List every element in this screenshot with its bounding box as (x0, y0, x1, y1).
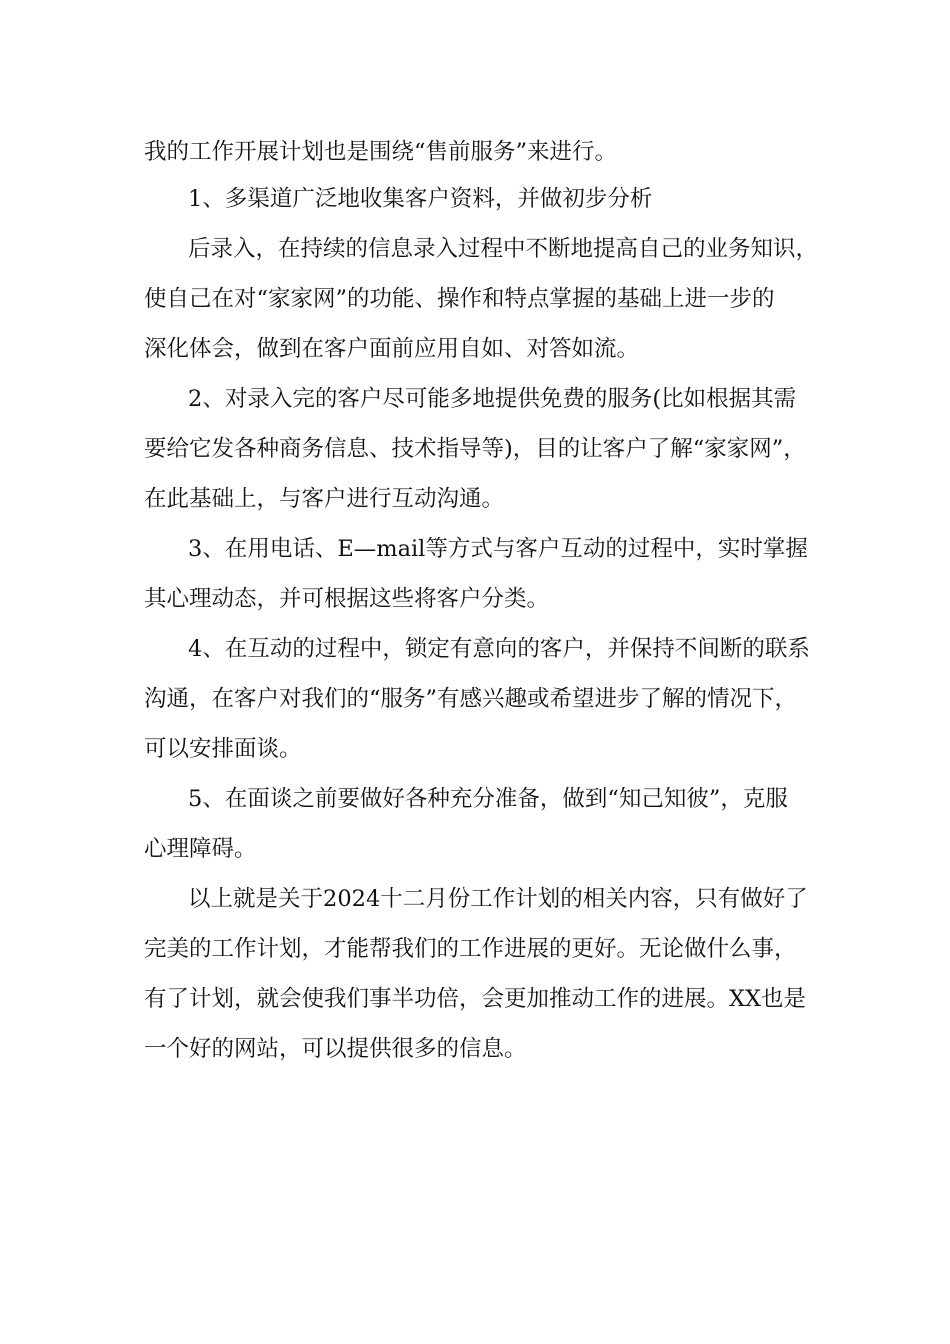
text-line: 沟通，在客户对我们的“服务”有感兴趣或希望进步了解的情况下， (144, 686, 798, 712)
text-line: 2、对录入完的客户尽可能多地提供免费的服务(比如根据其需 (188, 386, 797, 412)
text-line: 在此基础上，与客户进行互动沟通。 (144, 486, 505, 512)
text-line: 完美的工作计划，才能帮我们的工作进展的更好。无论做什么事， (144, 936, 797, 962)
text-line: 其心理动态，并可根据这些将客户分类。 (144, 586, 550, 612)
text-line: 以上就是关于2024十二月份工作计划的相关内容，只有做好了 (188, 886, 808, 912)
text-line: 有了计划，就会使我们事半功倍，会更加推动工作的进展。XX也是 (144, 986, 807, 1012)
text-line: 后录入，在持续的信息录入过程中不断地提高自己的业务知识， (188, 236, 819, 262)
text-line: 1、多渠道广泛地收集客户资料，并做初步分析 (188, 186, 653, 212)
text-line: 深化体会，做到在客户面前应用自如、对答如流。 (144, 336, 640, 362)
text-line: 一个好的网站，可以提供很多的信息。 (144, 1036, 527, 1062)
text-line: 3、在用电话、E—mail等方式与客户互动的过程中，实时掌握 (188, 536, 808, 562)
text-line: 要给它发各种商务信息、技术指导等)，目的让客户了解“家家网”， (144, 436, 806, 462)
text-line: 4、在互动的过程中，锁定有意向的客户，并保持不间断的联系 (188, 636, 810, 662)
text-line: 5、在面谈之前要做好各种充分准备，做到“知己知彼”，克服 (188, 786, 788, 812)
text-line: 可以安排面谈。 (144, 736, 302, 762)
text-line: 使自己在对“家家网”的功能、操作和特点掌握的基础上进一步的 (144, 286, 775, 312)
text-line: 心理障碍。 (144, 836, 257, 862)
text-line: 我的工作开展计划也是围绕“售前服务”来进行。 (144, 139, 618, 165)
